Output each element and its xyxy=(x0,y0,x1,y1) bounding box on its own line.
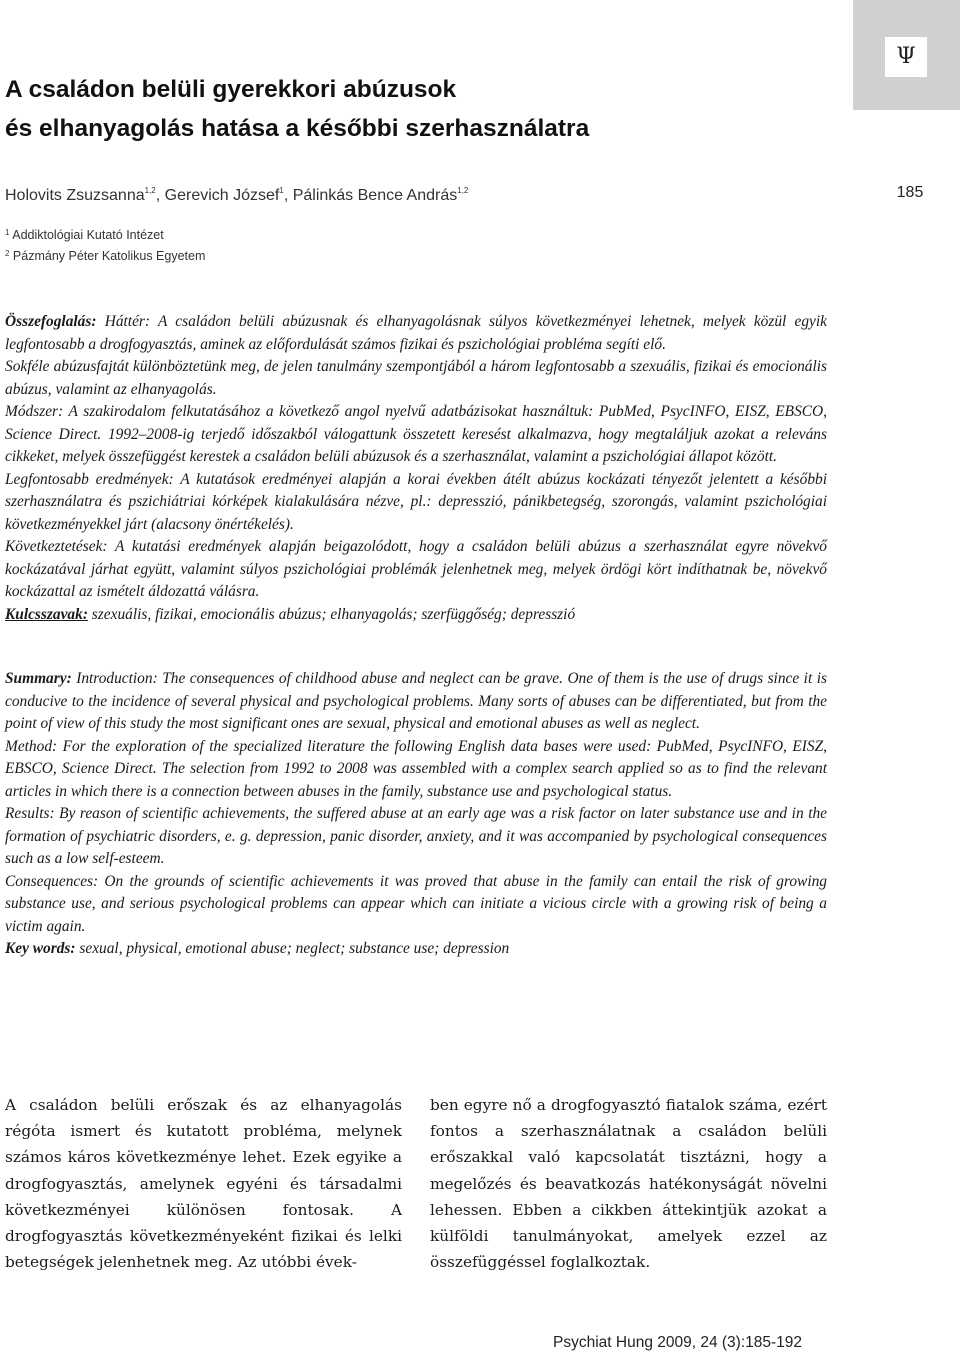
summary-keywords xyxy=(5,938,827,961)
affiliation-1 xyxy=(5,228,164,242)
body-column-left: A családon belüli erőszak és az elhanyagolás régóta ismert és kutatott probléma, melynek számos káros következménye lehet. Ezek egyike a drogfogyasztás, amelynek egyéni és társadalmi következményei különösen fontosak. A drogfogyasztás következményeként fizikai és lelki betegségek jelenhetnek meg. Az utóbbi évek- xyxy=(5,1096,402,1272)
summary-method: Method: For the exploration of the specialized literature the following English data bases were used: PubMed, PsycINFO, EISZ, EBSCO, Science Direct. The selection from 1992 to 2008 was assembled with a complex search applied so as to find the relevant articles in which there is a connection between abuses in the family, substance use and psychological status. xyxy=(5,737,827,800)
affiliation-number: 1 xyxy=(5,228,10,237)
author-affiliation-mark: 1,2 xyxy=(144,186,156,195)
affiliation-2 xyxy=(5,249,205,263)
abstract-english xyxy=(5,668,827,961)
summary-label: Summary: xyxy=(5,670,72,687)
summary-intro xyxy=(5,668,827,736)
journal-citation: Psychiat Hung 2009, 24 (3):185-192 xyxy=(553,1334,803,1351)
psi-logo-icon: Ψ xyxy=(885,37,927,77)
abstract-background xyxy=(5,311,827,356)
author-name: , Gerevich József xyxy=(155,187,280,204)
title-line-1: A családon belüli gyerekkori abúzusok xyxy=(5,76,457,103)
author-list xyxy=(5,186,468,205)
author-name: Holovits Zsuzsanna xyxy=(5,187,145,204)
abstract-background-text: Háttér: A családon belüli abúzusnak és elhanyagolásnak súlyos következményei lehetnek, melyek közül egyik legfontosabb a drogfogyasztás, aminek az előfordulását számos fizikai és pszichológiai probléma segíti elő. xyxy=(5,313,827,353)
keywords-label: Kulcsszavak: xyxy=(5,605,88,623)
summary-results: Results: By reason of scientific achievements, the suffered abuse at an early age was a risk factor on later substance use and in the formation of psychiatric disorders, e. g. depression, panic disorder, anxiety, and it was accompanied by psychological consequences such as a low self-esteem. xyxy=(5,805,827,867)
summary-intro-text: Introduction: The consequences of childhood abuse and neglect can be grave. One of them is the use of drugs since it is conducive to the incidence of several physical and psychological problems. Many sorts of abuses can be differentiated, but from the point of view of this study the most significant ones are sexual, physical and emotional abuses as well as neglect. xyxy=(5,670,827,732)
abstract-keywords xyxy=(5,604,827,627)
abstract-results: Legfontosabb eredmények: A kutatások eredményei alapján a korai években átélt abúzus kockázati tényezőt jelentett a későbbi szerhasználatra és pszichiátriai kórképek kialakulására nézve, pl.: depresszió, pánikbetegség, szorongás, valamint pszichológiai következményekkel járt (alacsony önértékelés). xyxy=(5,470,827,533)
affiliation-text: Addiktológiai Kutató Intézet xyxy=(9,228,164,242)
abstract-hungarian xyxy=(5,311,827,626)
affiliation-text: Pázmány Péter Katolikus Egyetem xyxy=(9,249,206,263)
page-number: 185 xyxy=(896,184,924,201)
abstract-conclusion: Következtetések: A kutatási eredmények alapján beigazolódott, hogy a családon belüli abúzus a szerhasználat egyre növekvő kockázatával járhat együtt, valamint súlyos pszichológiai problémák jelenhetnek meg, melyek ördögi kört indíthatnak be, növekvő kockázattal az ismételt áldozattá válásra. xyxy=(5,538,827,600)
keywords-text: sexual, physical, emotional abuse; neglect; substance use; depression xyxy=(75,940,510,957)
article-title xyxy=(5,70,845,148)
abstract-label: Összefoglalás: xyxy=(5,313,97,330)
summary-consequences: Consequences: On the grounds of scientific achievements it was proved that abuse in the family can entail the risk of growing substance use, and serious psychological problems can appear which can initiate a vicious circle with a growing risk of being a victim again. xyxy=(5,872,827,935)
abstract-method: Módszer: A szakirodalom felkutatásához a következő angol nyelvű adatbázisokat használtuk: PubMed, PsycINFO, EISZ, EBSCO, Science Direct. 1992–2008-ig terjedő időszakból válogattunk összetett keresést alkalmazva, hogy megtaláljuk azokat a releváns cikkeket, melyek összefüggést kerestek a családon belüli abúzusok és a szerhasználat, valamint a pszichológiai állapot között. xyxy=(5,403,827,465)
abstract-background-2: Sokféle abúzusfajtát különböztetünk meg, de jelen tanulmány szempontjából a három legfontosabb a szexuális, fizikai és emocionális abúzus, valamint az elhanyagolás. xyxy=(5,358,827,398)
author-name: , Pálinkás Bence András xyxy=(283,187,458,204)
body-column-right: ben egyre nő a drogfogyasztó fiatalok száma, ezért fontos a szerhasználatnak a családon belüli erőszakkal való kapcsolatát tisztázni, hogy a megelőzés és beavatkozás hatékonyságát növelni lehessen. Ebben a cikkben áttekintjük azokat a külföldi tanulmányokat, amelyek ezzel az összefüggéssel foglalkoztak. xyxy=(430,1096,827,1272)
keywords-label: Key words: xyxy=(5,940,76,957)
keywords-text: szexuális, fizikai, emocionális abúzus; elhanyagolás; szerfüggőség; depresszió xyxy=(87,605,576,623)
author-affiliation-mark: 1 xyxy=(279,186,284,195)
author-affiliation-mark: 1,2 xyxy=(457,186,469,195)
affiliation-number: 2 xyxy=(5,249,10,258)
title-line-2: és elhanyagolás hatása a későbbi szerhasználatra xyxy=(5,115,590,142)
